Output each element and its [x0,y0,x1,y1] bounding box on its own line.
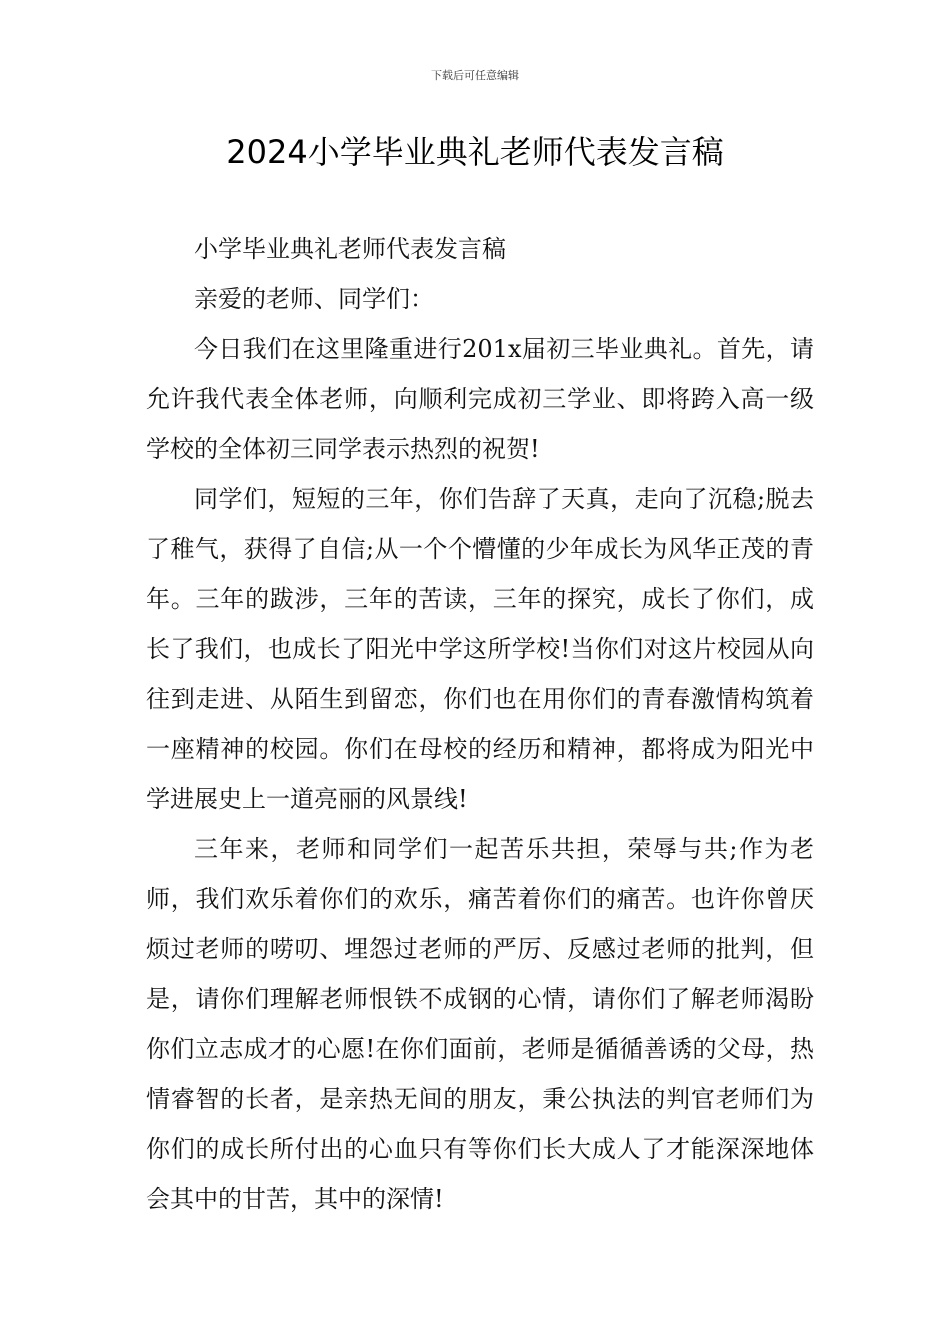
paragraph-salutation: 亲爱的老师、同学们： [194,285,434,313]
document-body [146,224,814,1224]
paragraph-opening: 今日我们在这里隆重进行201x届初三毕业典礼。首先，请允许我代表全体老师，向顺利完成初三学业、即将跨入高一级学校的全体初三同学表示热烈的祝贺! [146,335,814,463]
paragraph-subtitle: 小学毕业典礼老师代表发言稿 [194,235,506,263]
paragraph-three-years: 同学们，短短的三年，你们告辞了天真，走向了沉稳;脱去了稚气，获得了自信;从一个个懵懂的少年成长为风华正茂的青年。三年的跋涉，三年的苦读，三年的探究，成长了你们，成长了我们，也成长了阳光中学这所学校!当你们对这片校园从向往到走进、从陌生到留恋，你们也在用你们的青春激情构筑着一座精神的校园。你们在母校的经历和精神，都将成为阳光中学进展史上一道亮丽的风景线! [146,485,814,813]
paragraph-teachers: 三年来，老师和同学们一起苦乐共担，荣辱与共;作为老师，我们欢乐着你们的欢乐，痛苦着你们的痛苦。也许你曾厌烦过老师的唠叨、埋怨过老师的严厉、反感过老师的批判，但是，请你们理解老师恨铁不成钢的心情，请你们了解老师渴盼你们立志成才的心愿!在你们面前，老师是循循善诱的父母，热情睿智的长者，是亲热无间的朋友，秉公执法的判官老师们为你们的成长所付出的心血只有等你们长大成人了才能深深地体会其中的甘苦，其中的深情! [146,835,814,1213]
document-title: 2024小学毕业典礼老师代表发言稿 [226,133,724,171]
header-note: 下载后可任意编辑 [431,69,519,82]
